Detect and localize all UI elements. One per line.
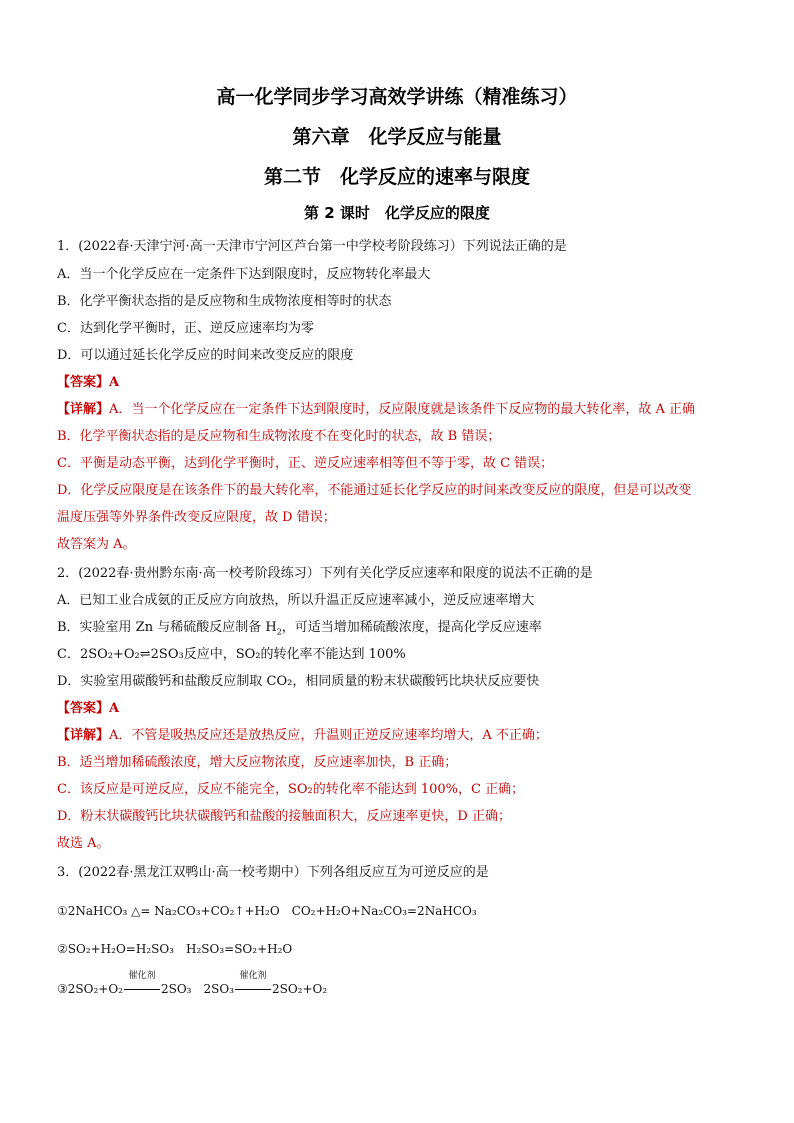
q2-detail-line-3: C．该反应是可逆反应，反应不能完全，SO₂的转化率不能达到 100%，C 正确； [57, 782, 525, 797]
q1-detail-text-1: A．当一个化学反应在一定条件下达到限度时，反应限度就是该条件下反应物的最大转化率，故 A 正确 [109, 402, 696, 417]
catalyst-label-2: 催化剂 [239, 971, 267, 981]
q2-option-b-sub: 2 [276, 627, 282, 637]
lesson-title: 第 2 课时 化学反应的限度 [304, 204, 490, 222]
q2-detail-line-4: D．粉末状碳酸钙比块状碳酸钙和盐酸的接触面积大，反应速率更快，D 正确； [57, 809, 511, 824]
q1-detail-line-1 [57, 401, 695, 419]
q2-detail-tag: 【详解】 [57, 728, 110, 743]
q1-answer: 【答案】A [57, 375, 120, 390]
q2-option-d: D．实验室用碳酸钙和盐酸反应制取 CO₂，相同质量的粉末状碳酸钙比块状反应要快 [57, 674, 540, 689]
chapter-title: 第六章 化学反应与能量 [292, 126, 502, 148]
q3-equation-3 [57, 971, 328, 997]
q1-stem: 1．(2022春·天津宁河·高一天津市宁河区芦台第一中学校考阶段练习）下列说法正确的是 [57, 239, 567, 254]
q1-option-a: A．当一个化学反应在一定条件下达到限度时，反应物转化率最大 [57, 267, 431, 282]
q1-detail-line-5: 温度压强等外界条件改变反应限度，故 D 错误； [57, 510, 336, 525]
q3-eq3-mid: 2SO₃ 2SO₃ [160, 982, 234, 996]
section-title: 第二节 化学反应的速率与限度 [263, 166, 530, 188]
q2-option-b-post: ，可适当增加稀硫酸浓度，提高化学反应速率 [281, 620, 542, 635]
q1-detail-line-4: D．化学反应限度是在该条件下的最大转化率，不能通过延长化学反应的时间来改变反应的限度，但是可以改变 [57, 483, 692, 498]
q2-option-b [57, 619, 542, 642]
q1-detail-line-2: B．化学平衡状态指的是反应物和生成物浓度不在变化时的状态，故 B 错误； [57, 429, 501, 444]
q3-equation-2: ②SO₂+H₂O=H₂SO₃ H₂SO₃=SO₂+H₂O [57, 942, 293, 956]
q2-detail-line-2: B．适当增加稀硫酸浓度，增大反应物浓度，反应速率加快，B 正确； [57, 755, 458, 770]
arrow-bar-1 [124, 989, 160, 990]
q2-option-a: A．已知工业合成氨的正反应方向放热，所以升温正反应速率减小，逆反应速率增大 [57, 593, 535, 608]
q3-eq3-left: ③2SO₂+O₂ [57, 982, 123, 996]
arrow-bar-2 [235, 989, 271, 990]
q3-stem: 3．(2022春·黑龙江双鸭山·高一校考期中）下列各组反应互为可逆反应的是 [57, 865, 489, 880]
q1-detail-tag: 【详解】 [57, 402, 110, 417]
q1-option-b: B．化学平衡状态指的是反应物和生成物浓度相等时的状态 [57, 294, 392, 309]
q3-eq3-right: 2SO₂+O₂ [271, 982, 328, 996]
q2-answer: 【答案】A [57, 701, 120, 716]
q2-option-b-pre: B．实验室用 Zn 与稀硫酸反应制备 H [57, 620, 277, 635]
q3-equation-1: ①2NaHCO₃ △= Na₂CO₃+CO₂↑+H₂O CO₂+H₂O+Na₂CO₃=2NaHCO₃ [57, 904, 477, 918]
q2-detail-text-1: A．不管是吸热反应还是放热反应，升温则正逆反应速率均增大，A 不正确； [109, 728, 548, 743]
q1-conclusion: 故答案为 A。 [57, 537, 136, 552]
q1-option-c: C．达到化学平衡时，正、逆反应速率均为零 [57, 321, 314, 336]
q2-conclusion: 故选 A。 [57, 836, 110, 851]
q2-option-c: C．2SO₂+O₂⇌2SO₃反应中，SO₂的转化率不能达到 100% [57, 647, 406, 662]
catalyst-arrow-2 [235, 971, 271, 997]
document-title: 高一化学同步学习高效学讲练（精准练习） [216, 86, 578, 108]
q2-detail-line-1 [57, 727, 548, 745]
q1-option-d: D．可以通过延长化学反应的时间来改变反应的限度 [57, 348, 354, 363]
q2-stem: 2．(2022春·贵州黔东南·高一校考阶段练习）下列有关化学反应速率和限度的说法不正确的是 [57, 566, 593, 581]
catalyst-label-1: 催化剂 [128, 971, 156, 981]
q1-detail-line-3: C．平衡是动态平衡，达到化学平衡时，正、逆反应速率相等但不等于零，故 C 错误； [57, 456, 554, 471]
catalyst-arrow-1 [124, 971, 160, 997]
